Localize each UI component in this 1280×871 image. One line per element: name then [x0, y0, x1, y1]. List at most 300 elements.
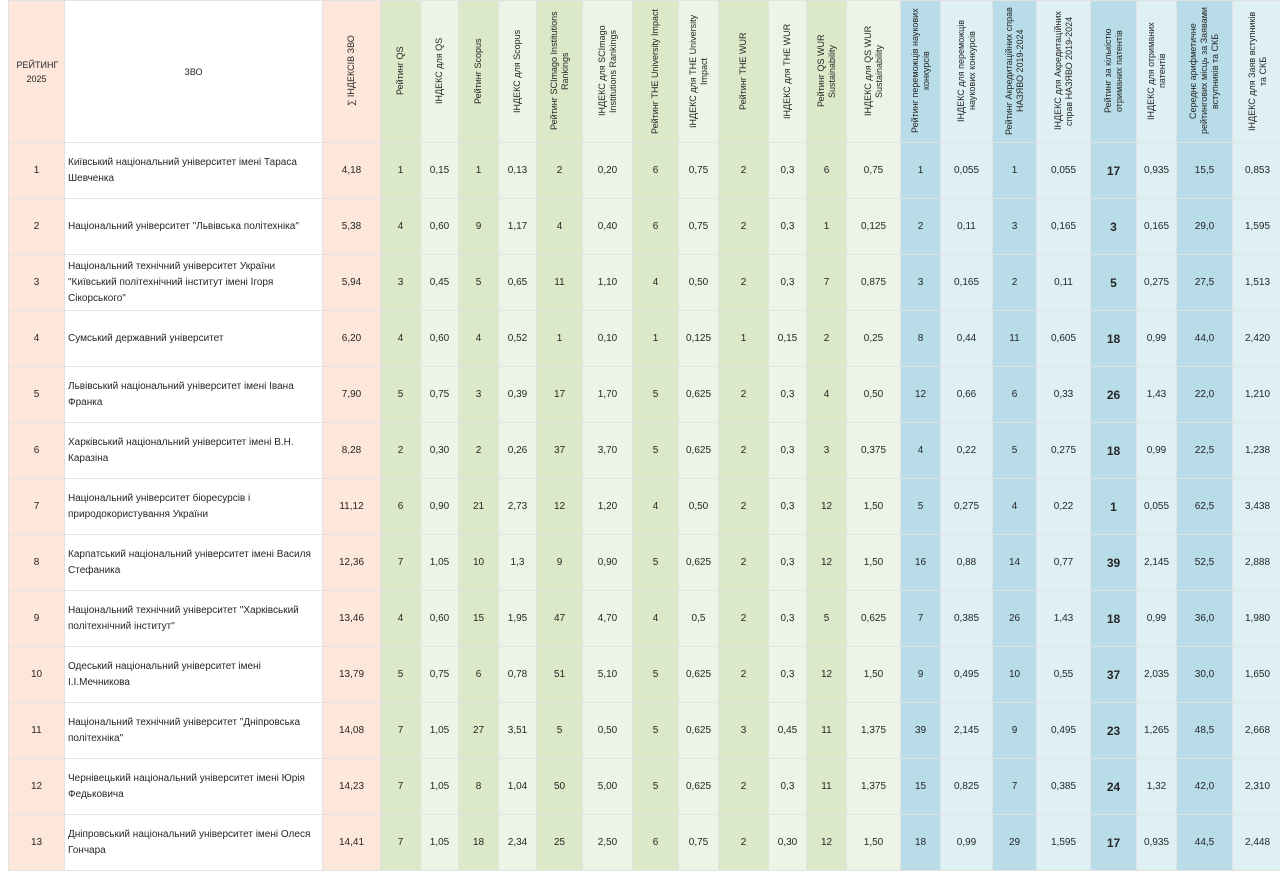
table-cell: 0,50: [679, 479, 719, 535]
table-cell: 5: [633, 647, 679, 703]
column-header: [1233, 1, 1280, 143]
table-cell: 0,90: [583, 535, 633, 591]
column-header: [323, 1, 381, 143]
table-row: [9, 199, 1280, 255]
column-header: [1091, 1, 1137, 143]
table-cell: 7: [381, 759, 421, 815]
column-header-label: Середнє арифметичне рейтингових місць за Заявами вступників та СКБ: [1188, 7, 1221, 135]
column-header: [1177, 1, 1233, 143]
table-cell: 13,79: [323, 647, 381, 703]
table-cell: 1: [9, 143, 65, 199]
table-cell: 2: [381, 423, 421, 479]
table-cell: 1,375: [847, 759, 901, 815]
table-cell: 0,11: [941, 199, 993, 255]
table-cell: 1: [807, 199, 847, 255]
table-cell: 12: [807, 535, 847, 591]
university-name-cell: Одеський національний університет імені І.І.Мечникова: [65, 647, 323, 703]
table-cell: 7: [9, 479, 65, 535]
table-cell: 5: [633, 703, 679, 759]
table-cell: 1: [901, 143, 941, 199]
table-cell: 7: [381, 535, 421, 591]
column-header: [65, 1, 323, 143]
table-cell: 2,420: [1233, 311, 1280, 367]
table-cell: 0,39: [499, 367, 537, 423]
table-cell: 0,99: [941, 815, 993, 871]
university-name-cell: Національний технічний університет України "Київський політехнічний інститут імені Ігоря Сікорського": [65, 255, 323, 311]
column-header-label: Рейтинг QS WUR Sustainability: [816, 7, 838, 135]
column-header-label: Рейтинг THE University Impact: [650, 7, 661, 135]
table-cell: 5,38: [323, 199, 381, 255]
column-header-label: РЕЙТИНГ 2025: [17, 58, 57, 86]
table-cell: 7: [381, 815, 421, 871]
table-row: [9, 143, 1280, 199]
table-cell: 0,65: [499, 255, 537, 311]
table-cell: 1,650: [1233, 647, 1280, 703]
table-cell: 52,5: [1177, 535, 1233, 591]
header-row: [9, 1, 1280, 143]
column-header: [807, 1, 847, 143]
table-cell: 0,625: [679, 703, 719, 759]
table-cell: 0,275: [941, 479, 993, 535]
table-cell: 11: [807, 703, 847, 759]
column-header-label: ІНДЕКС для QS WUR Sustainability: [863, 7, 885, 135]
table-cell: 48,5: [1177, 703, 1233, 759]
table-row: [9, 311, 1280, 367]
column-header-label: ІНДЕКС для THE WUR: [782, 7, 793, 135]
column-header-label: Рейтинг за кількістю отриманих патентів: [1103, 7, 1125, 135]
table-row: [9, 479, 1280, 535]
table-cell: 1: [381, 143, 421, 199]
table-cell: 1,95: [499, 591, 537, 647]
university-name-cell: Чернівецький національний університет імені Юрія Федьковича: [65, 759, 323, 815]
table-cell: 47: [537, 591, 583, 647]
table-cell: 0,99: [1137, 423, 1177, 479]
table-cell: 0,853: [1233, 143, 1280, 199]
table-cell: 2,310: [1233, 759, 1280, 815]
table-cell: 7: [993, 759, 1037, 815]
table-cell: 11: [9, 703, 65, 759]
table-cell: 0,625: [847, 591, 901, 647]
table-cell: 0,3: [769, 759, 807, 815]
table-cell: 2,448: [1233, 815, 1280, 871]
table-cell: 42,0: [1177, 759, 1233, 815]
column-header-label: ∑ ІНДЕКСІВ ЗВО: [346, 7, 357, 135]
table-cell: 18: [1091, 591, 1137, 647]
table-cell: 5: [1091, 255, 1137, 311]
table-cell: 9: [901, 647, 941, 703]
table-cell: 1,375: [847, 703, 901, 759]
table-cell: 10: [9, 647, 65, 703]
column-header-label: ІНДЕКС для SCImago Institutions Rankings: [597, 7, 619, 135]
column-header: [847, 1, 901, 143]
table-cell: 15: [901, 759, 941, 815]
table-cell: 14,08: [323, 703, 381, 759]
column-header-label: ІНДЕКС для QS: [434, 7, 445, 135]
column-header: [499, 1, 537, 143]
table-cell: 0,40: [583, 199, 633, 255]
table-cell: 7: [901, 591, 941, 647]
table-cell: 0,52: [499, 311, 537, 367]
table-cell: 39: [901, 703, 941, 759]
university-name-cell: Національний університет "Львівська політехніка": [65, 199, 323, 255]
table-cell: 0,22: [1037, 479, 1091, 535]
table-cell: 1: [993, 143, 1037, 199]
table-cell: 30,0: [1177, 647, 1233, 703]
table-cell: 0,385: [1037, 759, 1091, 815]
column-header: [459, 1, 499, 143]
table-cell: 0,825: [941, 759, 993, 815]
column-header: [941, 1, 993, 143]
table-cell: 2,34: [499, 815, 537, 871]
table-cell: 0,125: [679, 311, 719, 367]
table-cell: 3: [381, 255, 421, 311]
table-cell: 29,0: [1177, 199, 1233, 255]
column-header: [9, 1, 65, 143]
table-cell: 2: [807, 311, 847, 367]
table-cell: 0,75: [679, 199, 719, 255]
table-cell: 0,15: [769, 311, 807, 367]
table-cell: 25: [537, 815, 583, 871]
university-ranking-table: [8, 0, 1280, 871]
table-cell: 2,888: [1233, 535, 1280, 591]
table-cell: 0,495: [1037, 703, 1091, 759]
table-cell: 17: [1091, 143, 1137, 199]
table-cell: 3,70: [583, 423, 633, 479]
table-cell: 0,275: [1137, 255, 1177, 311]
table-cell: 6: [381, 479, 421, 535]
table-cell: 5: [381, 367, 421, 423]
table-cell: 2: [993, 255, 1037, 311]
table-row: [9, 367, 1280, 423]
table-cell: 3,51: [499, 703, 537, 759]
table-cell: 0,30: [421, 423, 459, 479]
table-cell: 11,12: [323, 479, 381, 535]
column-header-label: ЗВО: [184, 67, 202, 77]
table-cell: 4: [381, 591, 421, 647]
table-cell: 12: [537, 479, 583, 535]
table-cell: 3: [459, 367, 499, 423]
table-cell: 26: [993, 591, 1037, 647]
table-cell: 3: [1091, 199, 1137, 255]
column-header-label: Рейтинг Акредитаційних справ НАЗЯВО 2019-2024: [1004, 7, 1026, 135]
table-row: [9, 815, 1280, 871]
table-cell: 0,125: [847, 199, 901, 255]
table-cell: 6: [9, 423, 65, 479]
table-cell: 0,13: [499, 143, 537, 199]
table-cell: 1,20: [583, 479, 633, 535]
table-cell: 0,3: [769, 479, 807, 535]
table-cell: 1,50: [847, 815, 901, 871]
table-cell: 5: [901, 479, 941, 535]
table-cell: 62,5: [1177, 479, 1233, 535]
table-cell: 0,99: [1137, 591, 1177, 647]
table-cell: 12: [9, 759, 65, 815]
table-cell: 37: [537, 423, 583, 479]
table-cell: 7: [807, 255, 847, 311]
table-cell: 0,50: [847, 367, 901, 423]
column-header: [583, 1, 633, 143]
table-cell: 2: [459, 423, 499, 479]
table-cell: 2: [901, 199, 941, 255]
table-cell: 14,23: [323, 759, 381, 815]
table-cell: 8,28: [323, 423, 381, 479]
table-cell: 0,45: [769, 703, 807, 759]
table-cell: 36,0: [1177, 591, 1233, 647]
table-cell: 0,3: [769, 255, 807, 311]
table-row: [9, 647, 1280, 703]
column-header: [901, 1, 941, 143]
table-cell: 27,5: [1177, 255, 1233, 311]
table-cell: 2,73: [499, 479, 537, 535]
table-cell: 51: [537, 647, 583, 703]
table-cell: 1,595: [1037, 815, 1091, 871]
table-cell: 4,18: [323, 143, 381, 199]
table-cell: 0,11: [1037, 255, 1091, 311]
column-header-label: Рейтинг QS: [395, 7, 406, 135]
table-cell: 0,375: [847, 423, 901, 479]
table-cell: 0,165: [1037, 199, 1091, 255]
table-cell: 0,50: [583, 703, 633, 759]
table-cell: 4: [459, 311, 499, 367]
table-cell: 0,625: [679, 535, 719, 591]
table-cell: 5: [633, 423, 679, 479]
column-header: [421, 1, 459, 143]
table-cell: 3: [719, 703, 769, 759]
table-cell: 0,165: [941, 255, 993, 311]
table-cell: 2: [719, 367, 769, 423]
table-cell: 13: [9, 815, 65, 871]
table-cell: 6: [459, 647, 499, 703]
table-cell: 44,0: [1177, 311, 1233, 367]
table-cell: 2,035: [1137, 647, 1177, 703]
table-cell: 5: [633, 759, 679, 815]
column-header: [633, 1, 679, 143]
table-cell: 1,04: [499, 759, 537, 815]
table-cell: 1: [633, 311, 679, 367]
table-cell: 5: [459, 255, 499, 311]
table-cell: 37: [1091, 647, 1137, 703]
table-cell: 1,17: [499, 199, 537, 255]
table-cell: 0,22: [941, 423, 993, 479]
table-cell: 0,75: [847, 143, 901, 199]
table-row: [9, 703, 1280, 759]
table-cell: 1,513: [1233, 255, 1280, 311]
university-name-cell: Національний університет біоресурсів і природокористування України: [65, 479, 323, 535]
table-cell: 1: [1091, 479, 1137, 535]
table-cell: 1,43: [1037, 591, 1091, 647]
university-name-cell: Карпатський національний університет імені Василя Стефаника: [65, 535, 323, 591]
table-cell: 4: [993, 479, 1037, 535]
table-cell: 7,90: [323, 367, 381, 423]
table-cell: 5: [633, 535, 679, 591]
column-header-label: ІНДЕКС для переможців наукових конкурсів: [956, 7, 978, 135]
table-cell: 26: [1091, 367, 1137, 423]
table-cell: 11: [993, 311, 1037, 367]
table-cell: 0,15: [421, 143, 459, 199]
table-cell: 1,265: [1137, 703, 1177, 759]
table-cell: 2: [719, 591, 769, 647]
university-name-cell: Національний технічний університет "Дніпровська політехніка": [65, 703, 323, 759]
column-header: [993, 1, 1037, 143]
table-cell: 22,5: [1177, 423, 1233, 479]
table-cell: 27: [459, 703, 499, 759]
table-cell: 0,88: [941, 535, 993, 591]
table-cell: 1,05: [421, 535, 459, 591]
table-cell: 7: [381, 703, 421, 759]
table-cell: 4: [381, 311, 421, 367]
table-cell: 21: [459, 479, 499, 535]
table-cell: 3,438: [1233, 479, 1280, 535]
column-header-label: ІНДЕКС для Заяв вступників та СКБ: [1247, 7, 1269, 135]
table-cell: 2: [719, 143, 769, 199]
table-cell: 12,36: [323, 535, 381, 591]
table-cell: 1: [537, 311, 583, 367]
table-cell: 0,75: [421, 367, 459, 423]
column-header-label: ІНДЕКС для Акредитаційних справ НАЗЯВО 2019-2024: [1053, 7, 1075, 135]
table-cell: 5: [9, 367, 65, 423]
table-cell: 0,25: [847, 311, 901, 367]
table-cell: 3: [901, 255, 941, 311]
table-cell: 1,10: [583, 255, 633, 311]
table-cell: 10: [459, 535, 499, 591]
table-cell: 1,980: [1233, 591, 1280, 647]
table-cell: 0,50: [679, 255, 719, 311]
table-cell: 0,055: [1037, 143, 1091, 199]
table-cell: 3: [9, 255, 65, 311]
university-name-cell: Київський національний університет імені Тараса Шевченка: [65, 143, 323, 199]
university-name-cell: Сумський державний університет: [65, 311, 323, 367]
table-cell: 1: [459, 143, 499, 199]
table-cell: 1,3: [499, 535, 537, 591]
table-cell: 11: [537, 255, 583, 311]
table-cell: 0,60: [421, 591, 459, 647]
table-cell: 29: [993, 815, 1037, 871]
table-cell: 2,668: [1233, 703, 1280, 759]
table-cell: 6,20: [323, 311, 381, 367]
table-cell: 4: [381, 199, 421, 255]
table-cell: 0,75: [679, 143, 719, 199]
table-cell: 18: [459, 815, 499, 871]
table-cell: 0,90: [421, 479, 459, 535]
table-cell: 1: [719, 311, 769, 367]
column-header: [1037, 1, 1091, 143]
table-cell: 2,50: [583, 815, 633, 871]
table-cell: 5,00: [583, 759, 633, 815]
table-cell: 8: [9, 535, 65, 591]
table-cell: 11: [807, 759, 847, 815]
table-cell: 0,3: [769, 199, 807, 255]
table-cell: 3: [993, 199, 1037, 255]
table-cell: 0,055: [1137, 479, 1177, 535]
table-cell: 5,10: [583, 647, 633, 703]
table-row: [9, 535, 1280, 591]
table-cell: 44,5: [1177, 815, 1233, 871]
table-cell: 0,605: [1037, 311, 1091, 367]
table-cell: 2: [719, 255, 769, 311]
table-cell: 0,625: [679, 367, 719, 423]
table-cell: 0,60: [421, 311, 459, 367]
table-cell: 15,5: [1177, 143, 1233, 199]
table-cell: 0,935: [1137, 815, 1177, 871]
table-cell: 4: [807, 367, 847, 423]
table-cell: 6: [633, 143, 679, 199]
table-cell: 1,70: [583, 367, 633, 423]
university-name-cell: Національний технічний університет "Харківський політехнічний інститут": [65, 591, 323, 647]
table-row: [9, 591, 1280, 647]
table-cell: 0,3: [769, 535, 807, 591]
table-cell: 0,3: [769, 367, 807, 423]
column-header-label: ІНДЕКС для Scopus: [512, 7, 523, 135]
table-cell: 2: [719, 759, 769, 815]
column-header: [1137, 1, 1177, 143]
table-cell: 5: [993, 423, 1037, 479]
table-cell: 2,145: [1137, 535, 1177, 591]
table-cell: 18: [1091, 423, 1137, 479]
table-cell: 0,625: [679, 759, 719, 815]
table-cell: 5: [807, 591, 847, 647]
column-header: [769, 1, 807, 143]
table-cell: 0,5: [679, 591, 719, 647]
university-name-cell: Львівський національний університет імені Івана Франка: [65, 367, 323, 423]
table-cell: 4: [633, 591, 679, 647]
table-cell: 9: [537, 535, 583, 591]
table-cell: 2: [719, 423, 769, 479]
table-cell: 0,10: [583, 311, 633, 367]
table-cell: 18: [901, 815, 941, 871]
table-cell: 1,50: [847, 535, 901, 591]
table-row: [9, 759, 1280, 815]
table-cell: 2,145: [941, 703, 993, 759]
column-header: [537, 1, 583, 143]
table-cell: 8: [901, 311, 941, 367]
table-cell: 9: [459, 199, 499, 255]
table-cell: 17: [1091, 815, 1137, 871]
table-cell: 23: [1091, 703, 1137, 759]
table-cell: 6: [807, 143, 847, 199]
table-cell: 2: [719, 479, 769, 535]
table-cell: 0,77: [1037, 535, 1091, 591]
table-cell: 0,625: [679, 647, 719, 703]
table-cell: 0,625: [679, 423, 719, 479]
table-cell: 0,3: [769, 143, 807, 199]
table-cell: 0,75: [421, 647, 459, 703]
table-cell: 4: [633, 479, 679, 535]
table-cell: 17: [537, 367, 583, 423]
table-cell: 0,99: [1137, 311, 1177, 367]
table-cell: 2: [537, 143, 583, 199]
table-cell: 1,32: [1137, 759, 1177, 815]
table-cell: 9: [9, 591, 65, 647]
column-header-label: ІНДЕКС для THE University Impact: [688, 7, 710, 135]
table-cell: 2: [719, 647, 769, 703]
table-cell: 0,935: [1137, 143, 1177, 199]
table-cell: 0,66: [941, 367, 993, 423]
table-cell: 5,94: [323, 255, 381, 311]
table-cell: 5: [381, 647, 421, 703]
table-cell: 15: [459, 591, 499, 647]
table-cell: 12: [807, 647, 847, 703]
table-cell: 1,50: [847, 647, 901, 703]
table-cell: 0,75: [679, 815, 719, 871]
column-header-label: ІНДЕКС для отриманих патентів: [1146, 7, 1168, 135]
table-cell: 2: [719, 815, 769, 871]
table-cell: 13,46: [323, 591, 381, 647]
table-cell: 1,50: [847, 479, 901, 535]
table-cell: 0,30: [769, 815, 807, 871]
table-cell: 6: [633, 815, 679, 871]
table-cell: 0,165: [1137, 199, 1177, 255]
table-cell: 9: [993, 703, 1037, 759]
